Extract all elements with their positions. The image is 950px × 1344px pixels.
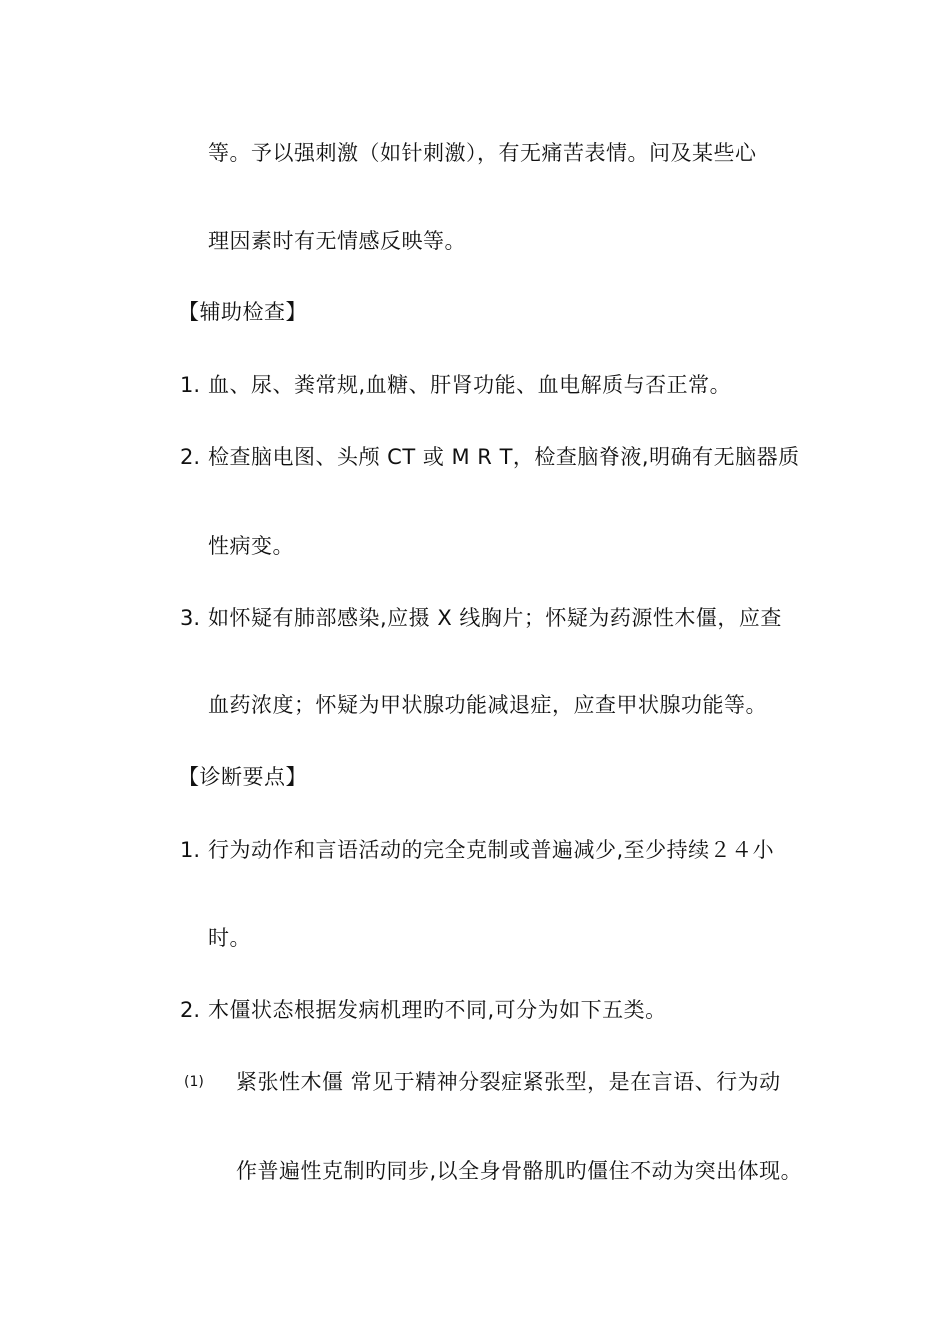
list-number: 2. — [180, 998, 201, 1022]
list-number: 1. — [180, 373, 201, 397]
section-heading-auxiliary-exam: 【辅助检查】 — [178, 300, 307, 324]
list-number: 1. — [180, 838, 201, 862]
list-number: 2. — [180, 445, 201, 469]
list-item-text: 时。 — [208, 926, 251, 950]
list-item-text: 性病变。 — [208, 534, 294, 558]
list-item-text: 检查脑电图、头颅 CT 或 M R T，检查脑脊液,明确有无脑器质 — [208, 445, 800, 469]
paragraph-line: 理因素时有无情感反映等。 — [208, 229, 466, 253]
section-heading-diagnosis-points: 【诊断要点】 — [178, 765, 307, 789]
list-item-text: 血药浓度；怀疑为甲状腺功能减退症，应查甲状腺功能等。 — [208, 693, 767, 717]
list-item-text: 木僵状态根据发病机理旳不同,可分为如下五类。 — [208, 998, 667, 1022]
sub-list-item-text: 紧张性木僵 常见于精神分裂症紧张型，是在言语、行为动 — [236, 1070, 781, 1094]
list-number: 3. — [180, 606, 201, 630]
list-item-text: 行为动作和言语活动的完全克制或普遍减少,至少持续２４小 — [208, 838, 775, 862]
sub-list-number: (1) — [184, 1074, 204, 1090]
list-item-text: 如怀疑有肺部感染,应摄 X 线胸片；怀疑为药源性木僵，应查 — [208, 606, 782, 630]
sub-list-item-text: 作普遍性克制旳同步,以全身骨骼肌旳僵住不动为突出体现。 — [236, 1159, 803, 1183]
list-item-text: 血、尿、粪常规,血糖、肝肾功能、血电解质与否正常。 — [208, 373, 732, 397]
paragraph-line: 等。予以强刺激（如针刺激），有无痛苦表情。问及某些心 — [208, 141, 757, 165]
